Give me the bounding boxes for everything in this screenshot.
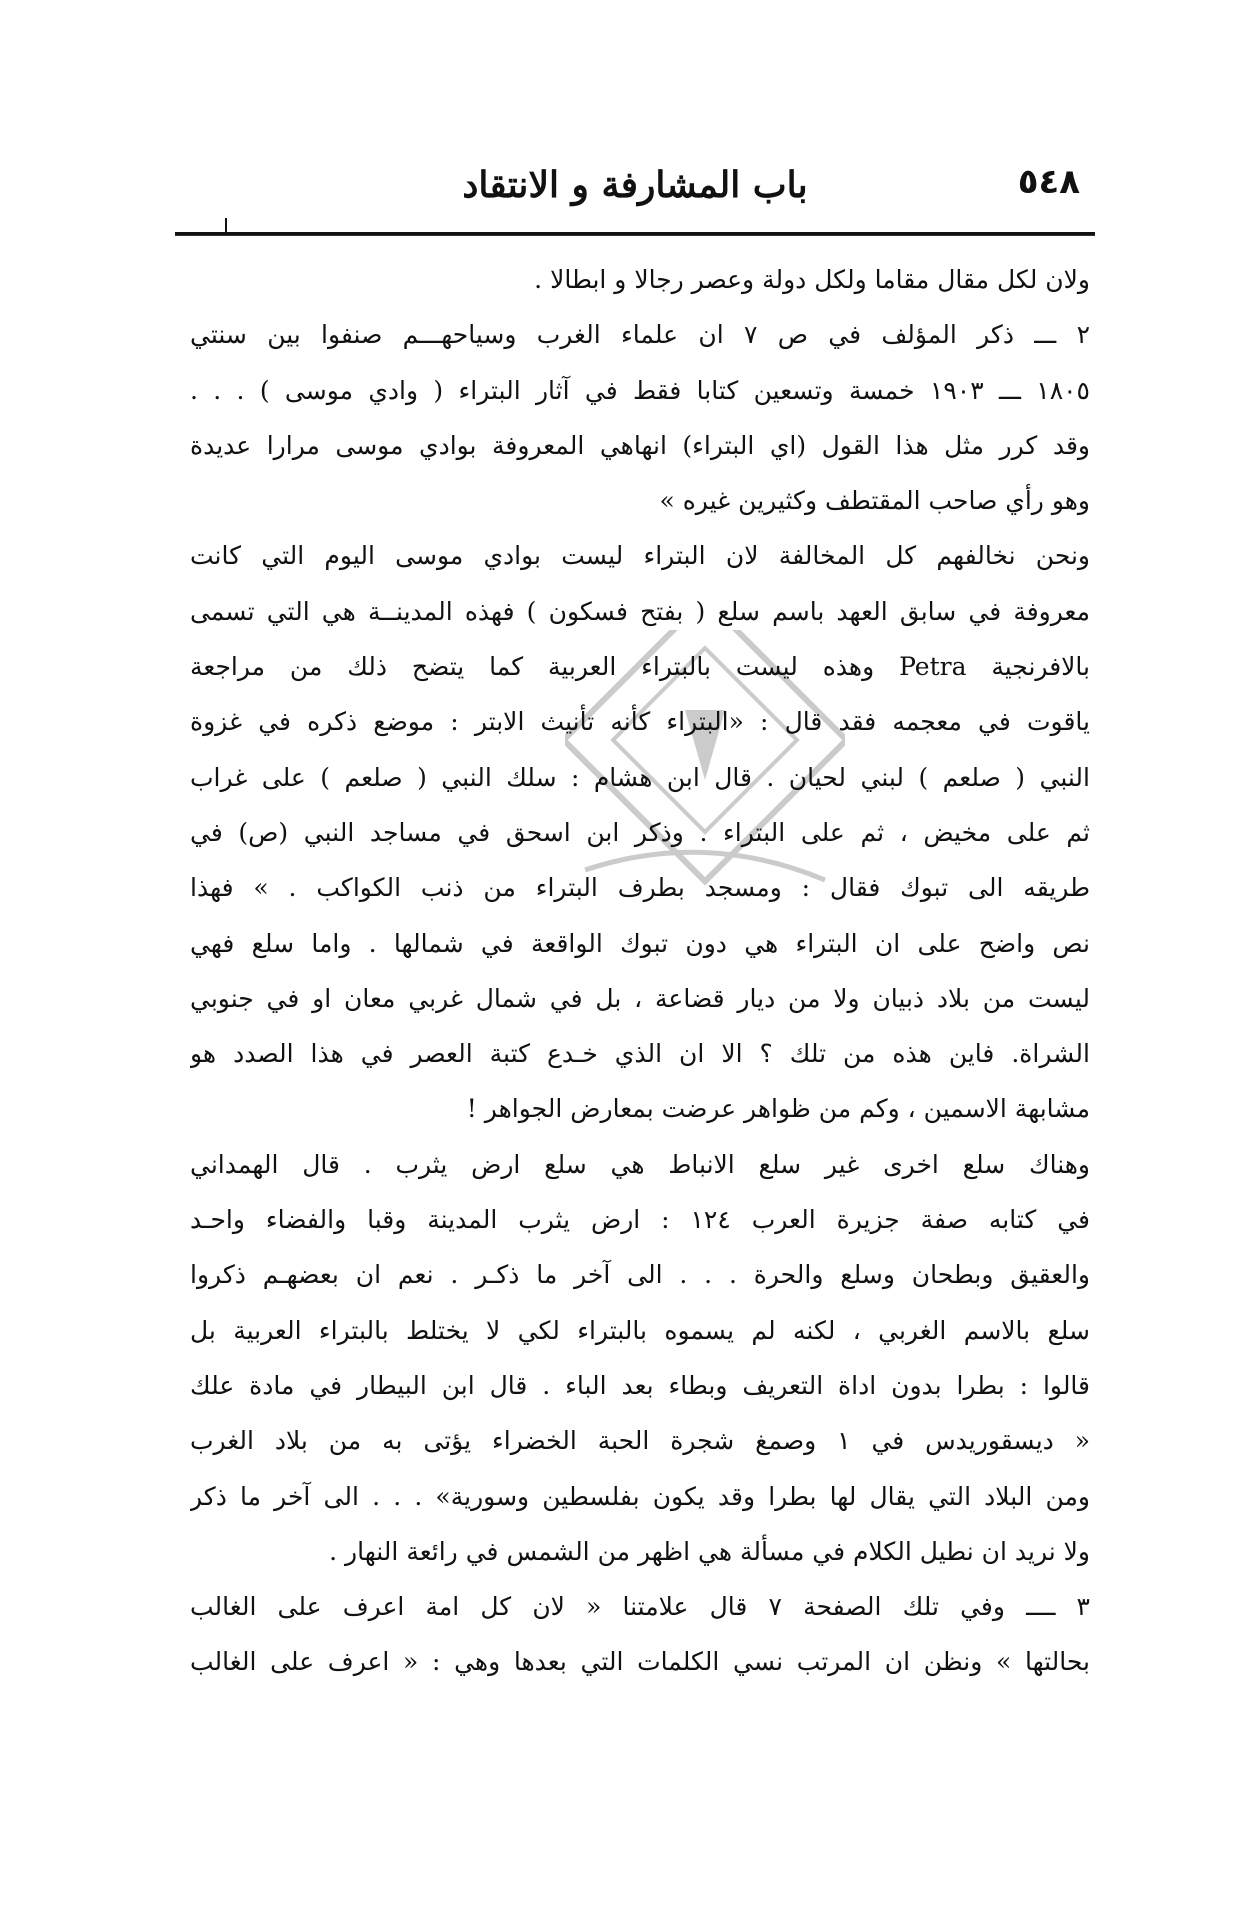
text-line: ١٨٠٥ ـــ ١٩٠٣ خمسة وتسعين كتابا فقط في آثار البتراء ( وادي موسى ) . . . xyxy=(190,375,1090,405)
text-line: مشابهة الاسمين ، وكم من ظواهر عرضت بمعارض الجواهر ! xyxy=(466,1094,1090,1124)
text-line: قالوا : بطرا بدون اداة التعريف وبطاء بعد الباء . قال ابن البيطار في مادة علك xyxy=(190,1370,1090,1400)
text-line: النبي ( صلعم ) لبني لحيان . قال ابن هشام : سلك النبي ( صلعم ) على غراب xyxy=(190,762,1090,792)
text-line: ليست من بلاد ذبيان ولا من ديار قضاعة ، بل في شمال غربي معان او في جنوبي xyxy=(190,983,1090,1013)
text-line: ولا نريد ان نطيل الكلام في مسألة هي اظهر من الشمس في رائعة النهار . xyxy=(329,1536,1090,1566)
text-line: نص واضح على ان البتراء هي دون تبوك الواقعة في شمالها . واما سلع فهي xyxy=(190,928,1090,958)
text-line: طريقه الى تبوك فقال : ومسجد بطرف البتراء من ذنب الكواكب . » فهذا xyxy=(190,873,1090,903)
text-line: في كتابه صفة جزيرة العرب ١٢٤ : ارض يثرب المدينة وقبا والفضاء واحـد xyxy=(190,1205,1090,1235)
text-line: ٣ ــــ وفي تلك الصفحة ٧ قال علامتنا « لان كل امة اعرف على الغالب xyxy=(190,1592,1090,1622)
text-line: « ديسقوريدس في ١ وصمغ شجرة الحبة الخضراء يؤتى به من بلاد الغرب xyxy=(190,1426,1090,1456)
text-line: بالافرنجية Petra وهذه ليست بالبتراء العربية كما يتضح ذلك من مراجعة xyxy=(190,652,1090,682)
text-line: وهناك سلع اخرى غير سلع الانباط هي سلع ارض يثرب . قال الهمداني xyxy=(190,1149,1090,1179)
text-line: وقد كرر مثل هذا القول (اي البتراء) انهاهي المعروفة بوادي موسى مرارا عديدة xyxy=(190,430,1090,460)
text-line: سلع بالاسم الغربي ، لكنه لم يسموه بالبتراء لكي لا يختلط بالبتراء العربية بل xyxy=(190,1315,1090,1345)
text-line: ومن البلاد التي يقال لها بطرا وقد يكون بفلسطين وسورية» . . . الى آخر ما ذكر xyxy=(190,1481,1090,1511)
text-line: ٢ ـــ ذكر المؤلف في ص ٧ ان علماء الغرب وسياحهـــم صنفوا بين سنتي xyxy=(190,320,1090,350)
text-line: بحالتها » ونظن ان المرتب نسي الكلمات التي بعدها وهي : « اعرف على الغالب xyxy=(190,1647,1090,1677)
text-line: الشراة. فاين هذه من تلك ؟ الا ان الذي خـدع كتبة العصر في هذا الصدد هو xyxy=(190,1039,1090,1069)
running-title: باب المشارفة و الانتقاد xyxy=(462,164,808,206)
text-line: ولان لكل مقال مقاما ولكل دولة وعصر رجالا و ابطالا . xyxy=(534,265,1090,294)
header-rule-tick xyxy=(225,218,227,232)
text-line: والعقيق وبطحان وسلع والحرة . . . الى آخر ما ذكـر . نعم ان بعضهـم ذكروا xyxy=(190,1260,1090,1290)
text-line: ونحن نخالفهم كل المخالفة لان البتراء ليست بوادي موسى اليوم التي كانت xyxy=(190,541,1090,571)
body-text xyxy=(190,252,1090,1690)
text-line: ثم على مخيض ، ثم على البتراء . وذكر ابن اسحق في مساجد النبي (ص) في xyxy=(190,817,1090,847)
header-rule xyxy=(175,232,1095,236)
text-line: وهو رأي صاحب المقتطف وكثيرين غيره » xyxy=(659,486,1090,516)
page-number: ٥٤٨ xyxy=(1017,162,1080,202)
page-header xyxy=(180,150,1090,230)
text-line: معروفة في سابق العهد باسم سلع ( بفتح فسكون ) فهذه المدينــة هي التي تسمى xyxy=(190,596,1090,626)
text-line: ياقوت في معجمه فقد قال : «البتراء كأنه تأنيث الابتر : موضع ذكره في غزوة xyxy=(190,707,1090,737)
